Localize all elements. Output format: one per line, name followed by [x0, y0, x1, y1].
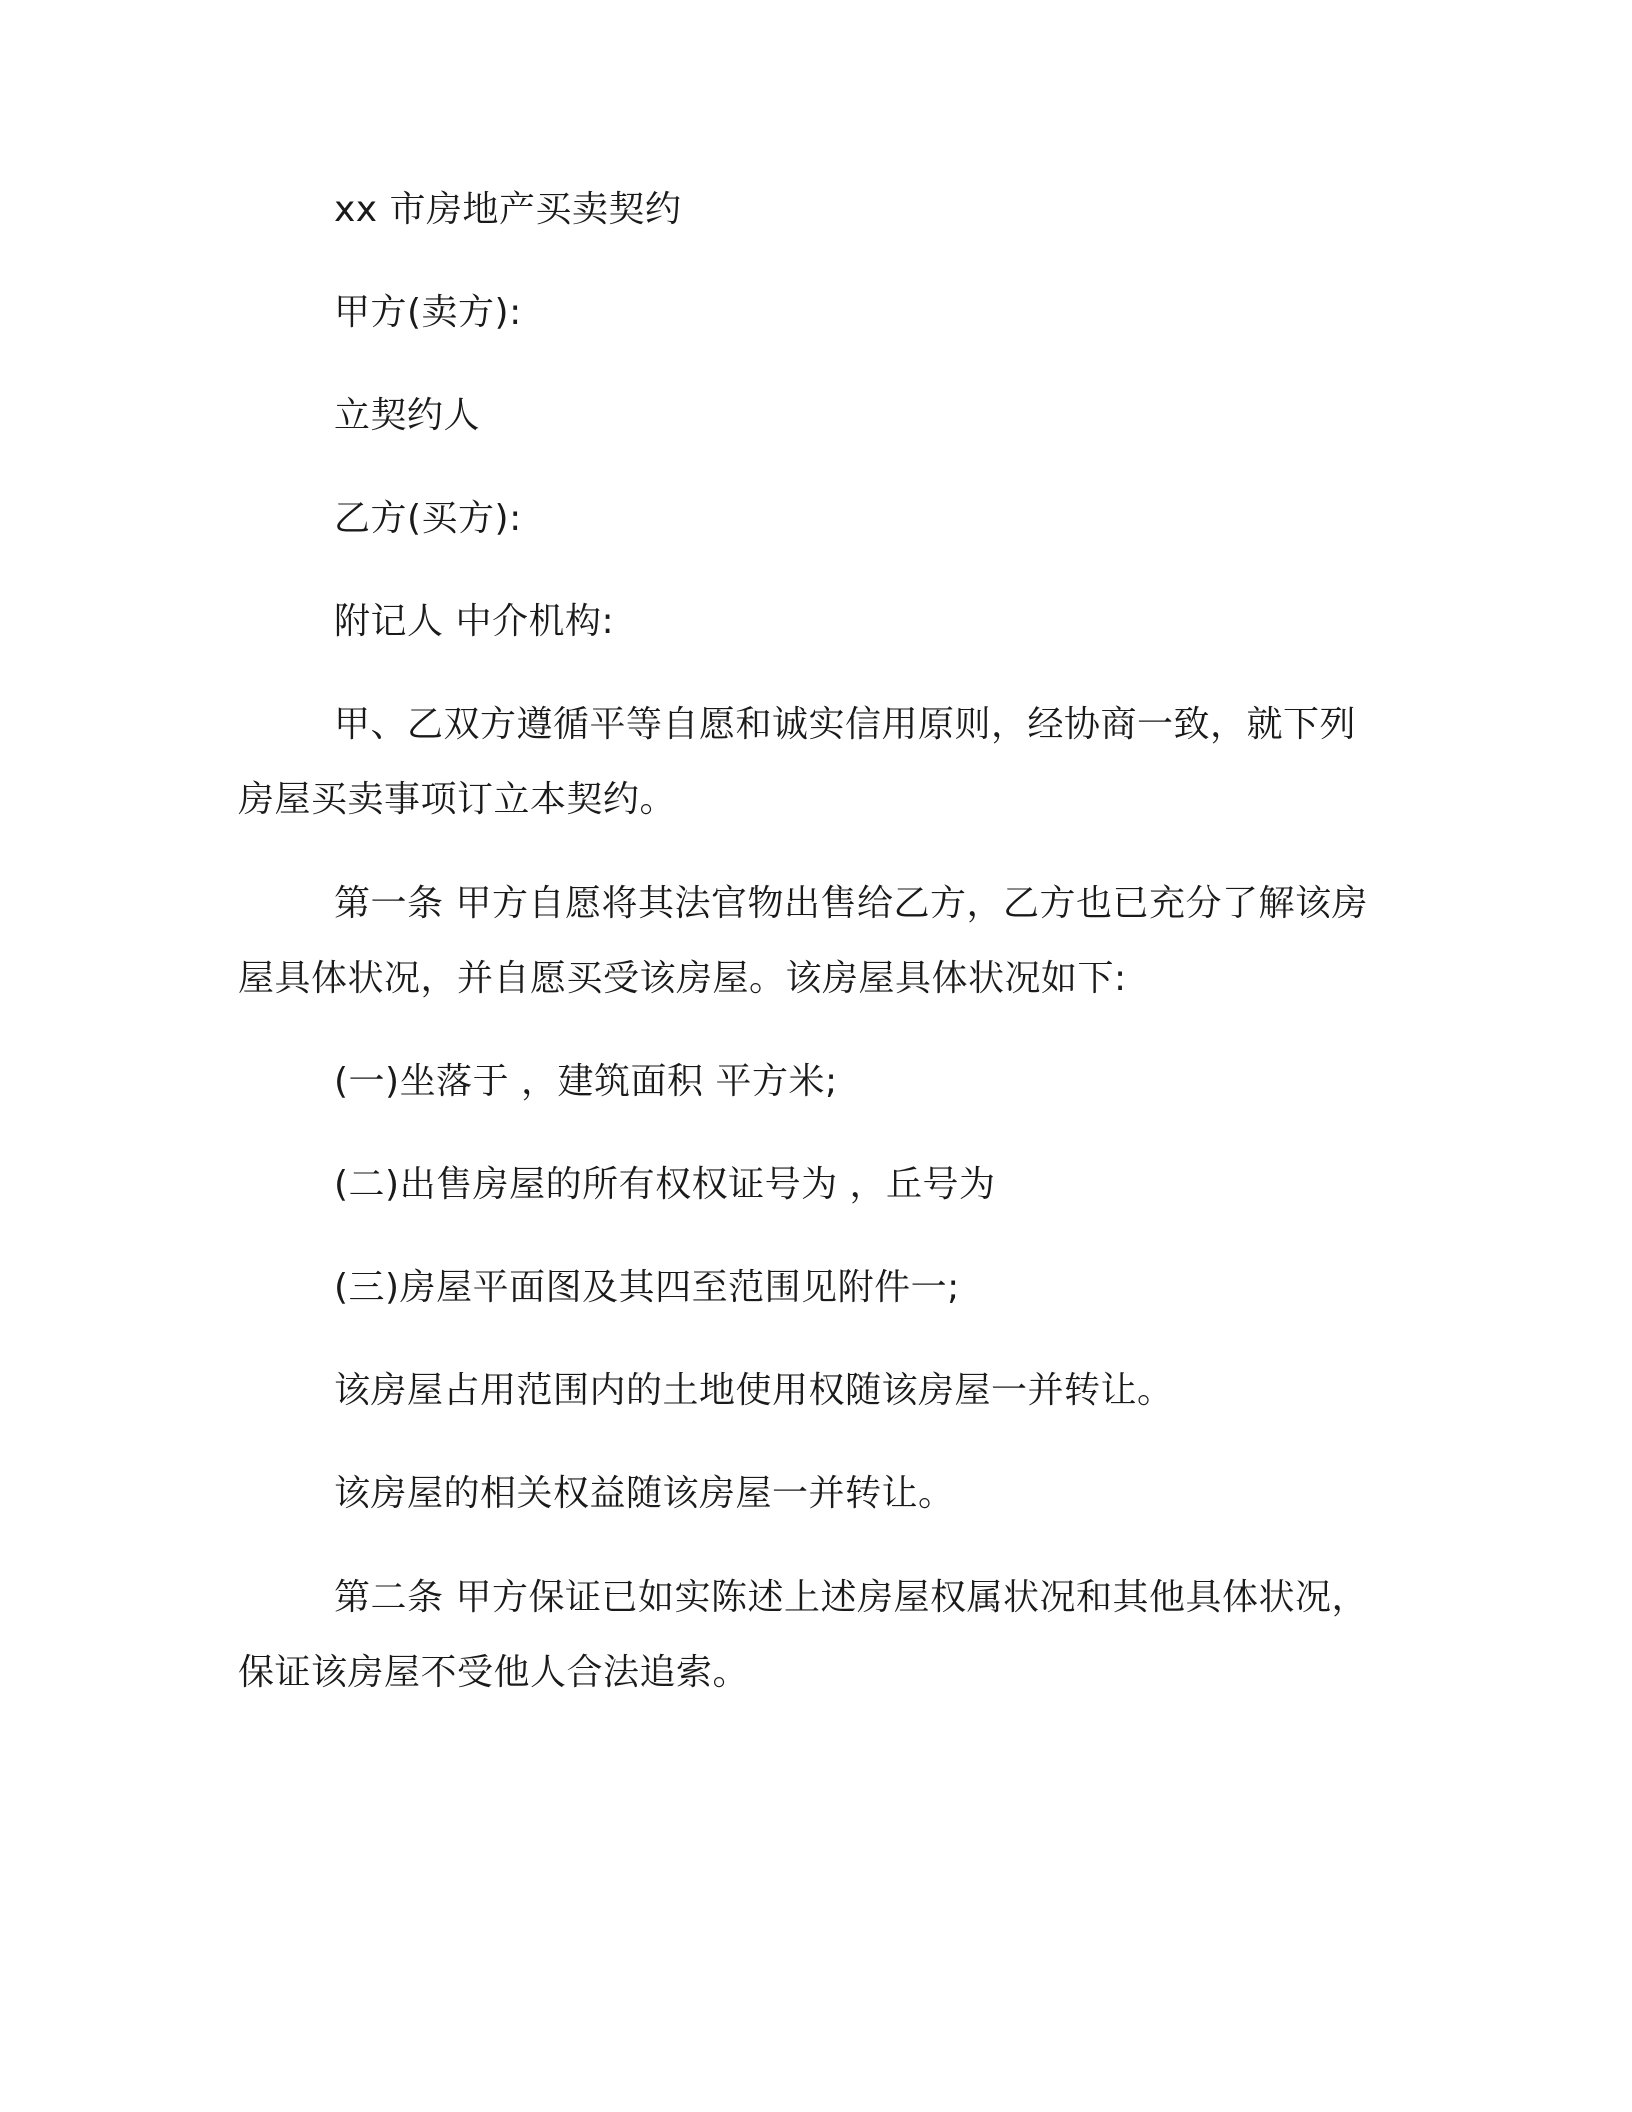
item-2: (二)出售房屋的所有权权证号为 ，丘号为 [334, 1164, 996, 1205]
witness-line: 附记人 中介机构: [334, 601, 615, 642]
contract-title: xx 市房地产买卖契约 [334, 189, 682, 230]
article-2-line-1: 第二条 甲方保证已如实陈述上述房屋权属状况和其他具体状况， [334, 1577, 1368, 1618]
intro-paragraph-line-2: 房屋买卖事项订立本契约。 [238, 779, 677, 820]
item-3: (三)房屋平面图及其四至范围见附件一; [334, 1267, 960, 1308]
signatory-line: 立契约人 [334, 395, 481, 436]
party-a-line: 甲方(卖方): [334, 292, 522, 333]
item-1: (一)坐落于 ，建筑面积 平方米; [334, 1061, 838, 1102]
article-1-line-1: 第一条 甲方自愿将其法官物出售给乙方，乙方也已充分了解该房 [334, 883, 1368, 924]
intro-paragraph-line-1: 甲、乙双方遵循平等自愿和诚实信用原则，经协商一致，就下列 [334, 704, 1357, 745]
article-1-line-2: 屋具体状况，并自愿买受该房屋。该房屋具体状况如下: [238, 958, 1127, 999]
party-b-line: 乙方(买方): [334, 498, 522, 539]
article-2-line-2: 保证该房屋不受他人合法追索。 [238, 1652, 750, 1693]
land-use-clause: 该房屋占用范围内的土地使用权随该房屋一并转让。 [334, 1370, 1174, 1411]
rights-clause: 该房屋的相关权益随该房屋一并转让。 [334, 1473, 955, 1514]
